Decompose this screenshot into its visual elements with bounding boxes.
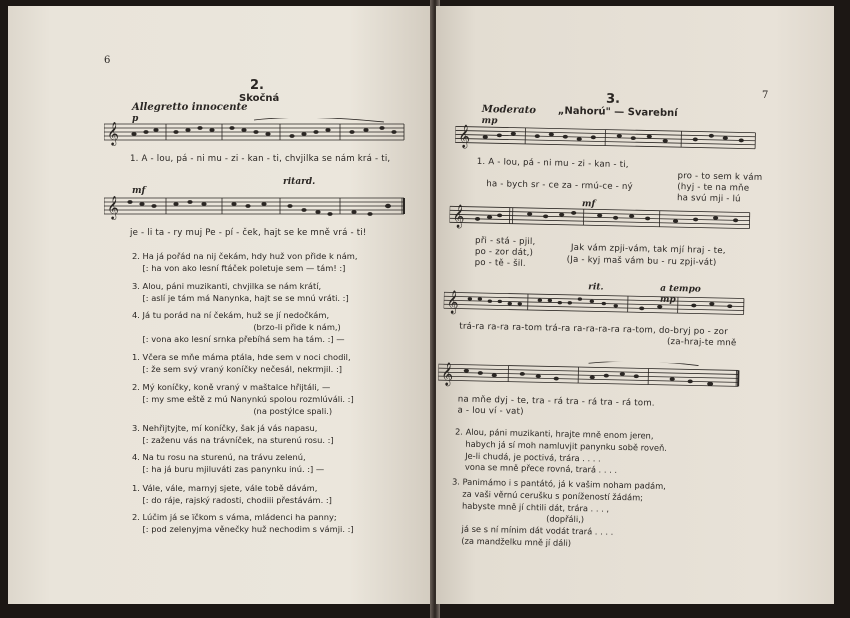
- svg-text:𝄞: 𝄞: [452, 203, 465, 228]
- lyrics-line: ha svú mji - lú: [676, 193, 741, 205]
- verse-2: 2. Alou, páni muzikanti, hrajte mně enom jeren, habych já sí moh namluvjit panynku sobě roveň. Je-li chudá, je poctivá, trára . . . . vona se mně přece rovná, trará . . . .: [454, 426, 668, 476]
- music-staff-3: [443, 283, 746, 326]
- lyrics-line: (Ja - kyj maš vám bu - ru zpji-vát): [566, 254, 717, 268]
- svg-text:𝄞: 𝄞: [107, 121, 119, 145]
- a-tempo-marking: a tempo: [660, 283, 701, 295]
- lyrics-line: je - li ta - ry muj Pe - pí - ček, hajt se ke mně vrá - ti!: [130, 228, 367, 238]
- verse-4b: 4. Na tu rosu na sturenú, na trávu zelenú, [: ha já buru mjiluváti zas panynku inú. :] —: [132, 452, 325, 474]
- music-staff-4: [438, 358, 741, 398]
- lyrics-line: a - lou ví - vat): [457, 405, 524, 417]
- lyrics-line: Jak vám zpji-vám, tak mjí hraj - te,: [570, 242, 726, 257]
- dynamic-marking: mp: [481, 115, 498, 127]
- lyrics-line: ha - bych sr - ce za - rmú-ce - ný: [486, 179, 633, 193]
- music-staff-1: [104, 118, 408, 152]
- verse-4: 4. Já tu porád na ní čekám, huž se jí nedočkám, (brzo-li přide k nám,) [: vona ako lesní srnka přebíhá sem ha tám. :] —: [132, 310, 345, 344]
- lyrics-line: při - stá - pjil,: [474, 235, 536, 248]
- verse-3: 3. Alou, páni muzikanti, chvjilka se nám krátí, [: aslí je tám má Nanynka, hajt se se mnú vráti. :]: [132, 281, 349, 303]
- dynamic-marking: mf: [132, 186, 146, 196]
- lyrics-line: po - zor dát,): [474, 246, 534, 259]
- song-title: „Nahorú" — Svarební: [557, 105, 678, 120]
- verse-2: 2. Ha já pořád na nij čekám, hdy huž von přide k nám, [: ha von ako lesní ftáček poletuje sem — tám! :]: [132, 251, 358, 273]
- tempo-marking: Allegretto innocente: [132, 102, 248, 113]
- tempo-marking: Moderato: [481, 103, 537, 117]
- lyrics-line: pro - to sem k vám: [677, 171, 763, 183]
- lyrics-line: po - tě - šil.: [474, 257, 527, 269]
- lyrics-line: (za-hraj-te mně: [666, 336, 737, 349]
- dynamic-marking: mf: [581, 199, 596, 210]
- lyrics-line: na mňe dyj - te, tra - rá tra - rá tra - rá tom.: [457, 394, 655, 409]
- svg-text:𝄞: 𝄞: [441, 361, 454, 386]
- lyrics-line: 1. A - lou, pá - ni mu - zi - kan - ti,: [476, 156, 629, 171]
- verse-1b: 1. Včera se mňe máma ptála, hde sem v noci chodil, [: že sem svý vraný koníčky nečesál, nekrmjil. :]: [132, 352, 351, 374]
- rit-marking: rit.: [588, 282, 604, 293]
- ritard-marking: ritard.: [283, 177, 316, 187]
- page-number: 7: [762, 90, 769, 101]
- song-title: Skočná: [239, 93, 280, 104]
- dynamic-marking: p: [132, 114, 139, 124]
- svg-text:𝄞: 𝄞: [107, 195, 119, 219]
- verse-3b: 3. Nehřijtyjte, mí koníčky, šak já vás napasu, [: zaženu vás na trávníček, na sturenú rosu. :]: [132, 423, 334, 445]
- left-page: [8, 6, 434, 604]
- music-staff-2: [449, 200, 752, 240]
- verse-3: 3. Panimámo i s pantátó, já k vašim noham padám, za vaši věrnú cerušku s ponížeností žádám; habyste mně jí chtili dát, trára . . . , (dopřáli,) já se s ní mínim dát vodát trará . . . . (za mandželku mně jí dáli): [450, 476, 666, 548]
- lyrics-line: trá-ra ra-ra ra-tom trá-ra ra-ra-ra-ra ra-tom, do-bryj po - zor: [459, 321, 728, 338]
- right-page: [436, 6, 834, 604]
- lyrics-line: (hyj - te na mňe: [677, 182, 750, 194]
- song-number: 2.: [250, 78, 264, 93]
- verse-2c: 2. Lúčim já se ïčkom s váma, mládenci ha panny; [: pod zelenyjma věnečky huž nechodim s vámji. :]: [132, 512, 354, 534]
- svg-text:𝄞: 𝄞: [446, 289, 459, 314]
- lyrics-line: 1. A - lou, pá - ni mu - zi - kan - ti, chvjilka se nám krá - ti,: [130, 154, 391, 164]
- verse-1c: 1. Vále, vále, marnyj sjete, vále tobě dávám, [: do ráje, rajský radosti, chodiii přestávám. :]: [132, 483, 332, 505]
- song-number: 3.: [605, 91, 621, 107]
- music-staff-2: [104, 192, 408, 226]
- dynamic-marking: mp: [659, 294, 676, 306]
- page-number: 6: [104, 55, 111, 66]
- svg-text:𝄞: 𝄞: [458, 123, 471, 148]
- music-staff-1: [455, 120, 758, 160]
- verse-2b: 2. Mý koníčky, koně vraný v maštalce hřijtáli, — [: my sme eště z mú Nanynkú spolou rozmlúváli. :] (na postýlce spali.): [132, 382, 354, 416]
